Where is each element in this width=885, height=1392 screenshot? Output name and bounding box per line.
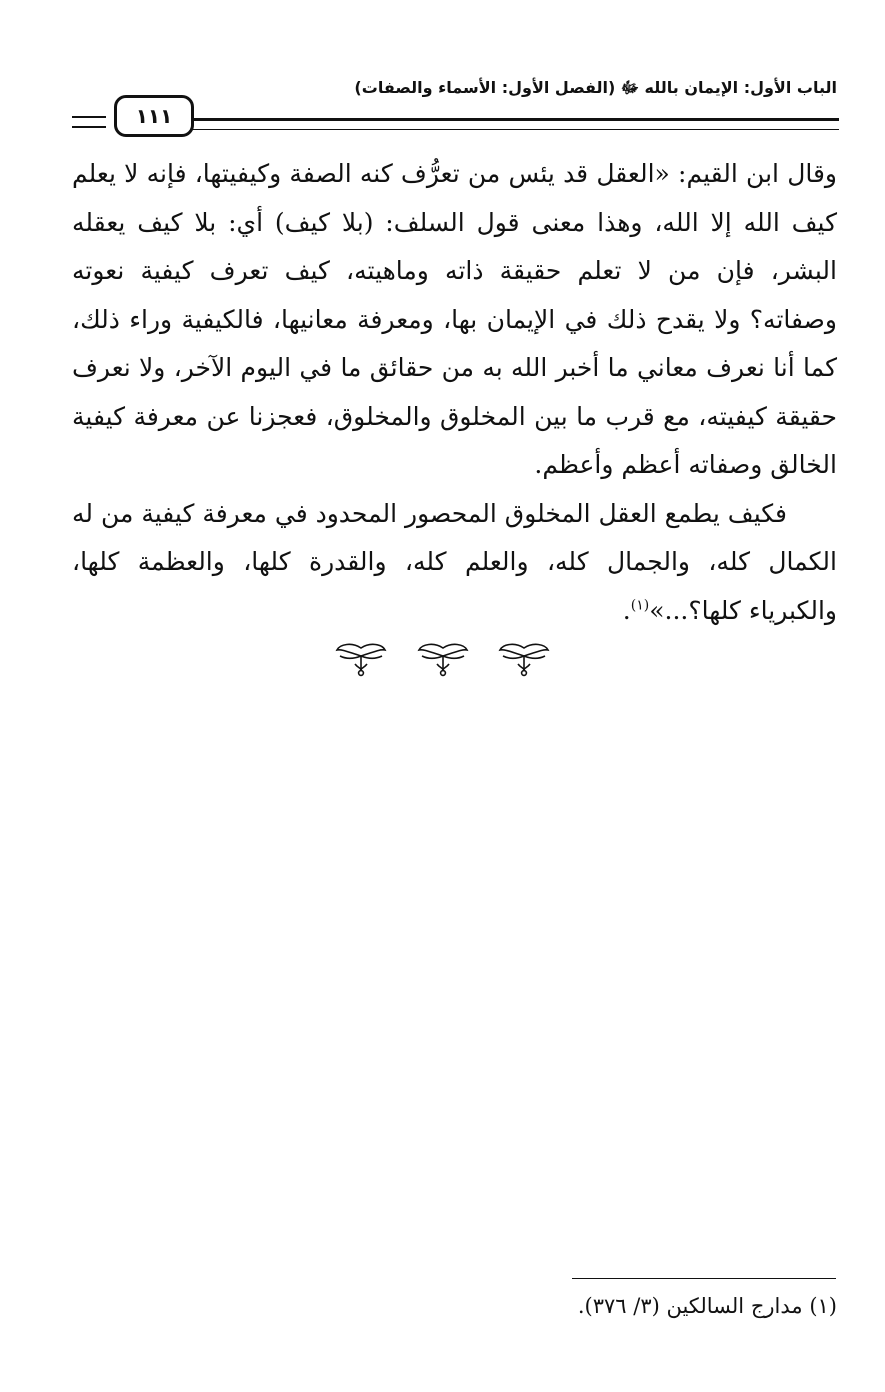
footnote — [578, 1294, 837, 1318]
footnote-marker: (١) — [809, 1294, 837, 1318]
floral-ornament-icon — [416, 640, 470, 678]
floral-ornament-icon — [497, 640, 551, 678]
header-double-rule — [190, 118, 839, 130]
header-rule-left-marks — [72, 116, 106, 128]
closing-period: . — [622, 595, 631, 625]
footnote-reference: (١) — [630, 597, 650, 614]
footnote-separator — [572, 1278, 836, 1279]
floral-ornament-icon — [334, 640, 388, 678]
section-divider — [0, 640, 885, 682]
paragraph-2-text: فكيف يطمع العقل المخلوق المحصور المحدود في معرفة كيفية من له الكمال كله، والجمال كله، والعلم كله، والقدرة كلها، والعظمة كلها، والكبرياء كلها؟...» — [72, 498, 837, 625]
running-header: الباب الأول: الإيمان بالله ﷻ (الفصل الأول: الأسماء والصفات) — [354, 78, 837, 97]
footnote-text: مدارج السالكين (٣/ ٣٧٦). — [577, 1294, 803, 1318]
page-number: ١١١ — [114, 95, 194, 137]
paragraph-2 — [72, 490, 837, 636]
main-text — [72, 150, 837, 635]
paragraph-1-text: وقال ابن القيم: «العقل قد يئس من تعرُّف كنه الصفة وكيفيتها، فإنه لا يعلم كيف الله إلا الله، وهذا معنى قول السلف: (بلا كيف) أي: بلا كيف يعقله البشر، فإن من لا تعلم حقيقة ذاته وماهيته، كيف تعرف كيفية نعوته وصفاته؟ ولا يقدح ذلك في الإيمان بها، ومعرفة معانيها، فالكيفية وراء ذلك، كما أنا نعرف معاني ما أخبر الله به من حقائق ما في اليوم الآخر، ولا نعرف حقيقة كيفيته، مع قرب ما بين المخلوق والمخلوق، فعجزنا عن معرفة كيفية الخالق وصفاته أعظم وأعظم. — [72, 159, 837, 479]
paragraph-1 — [72, 150, 837, 490]
